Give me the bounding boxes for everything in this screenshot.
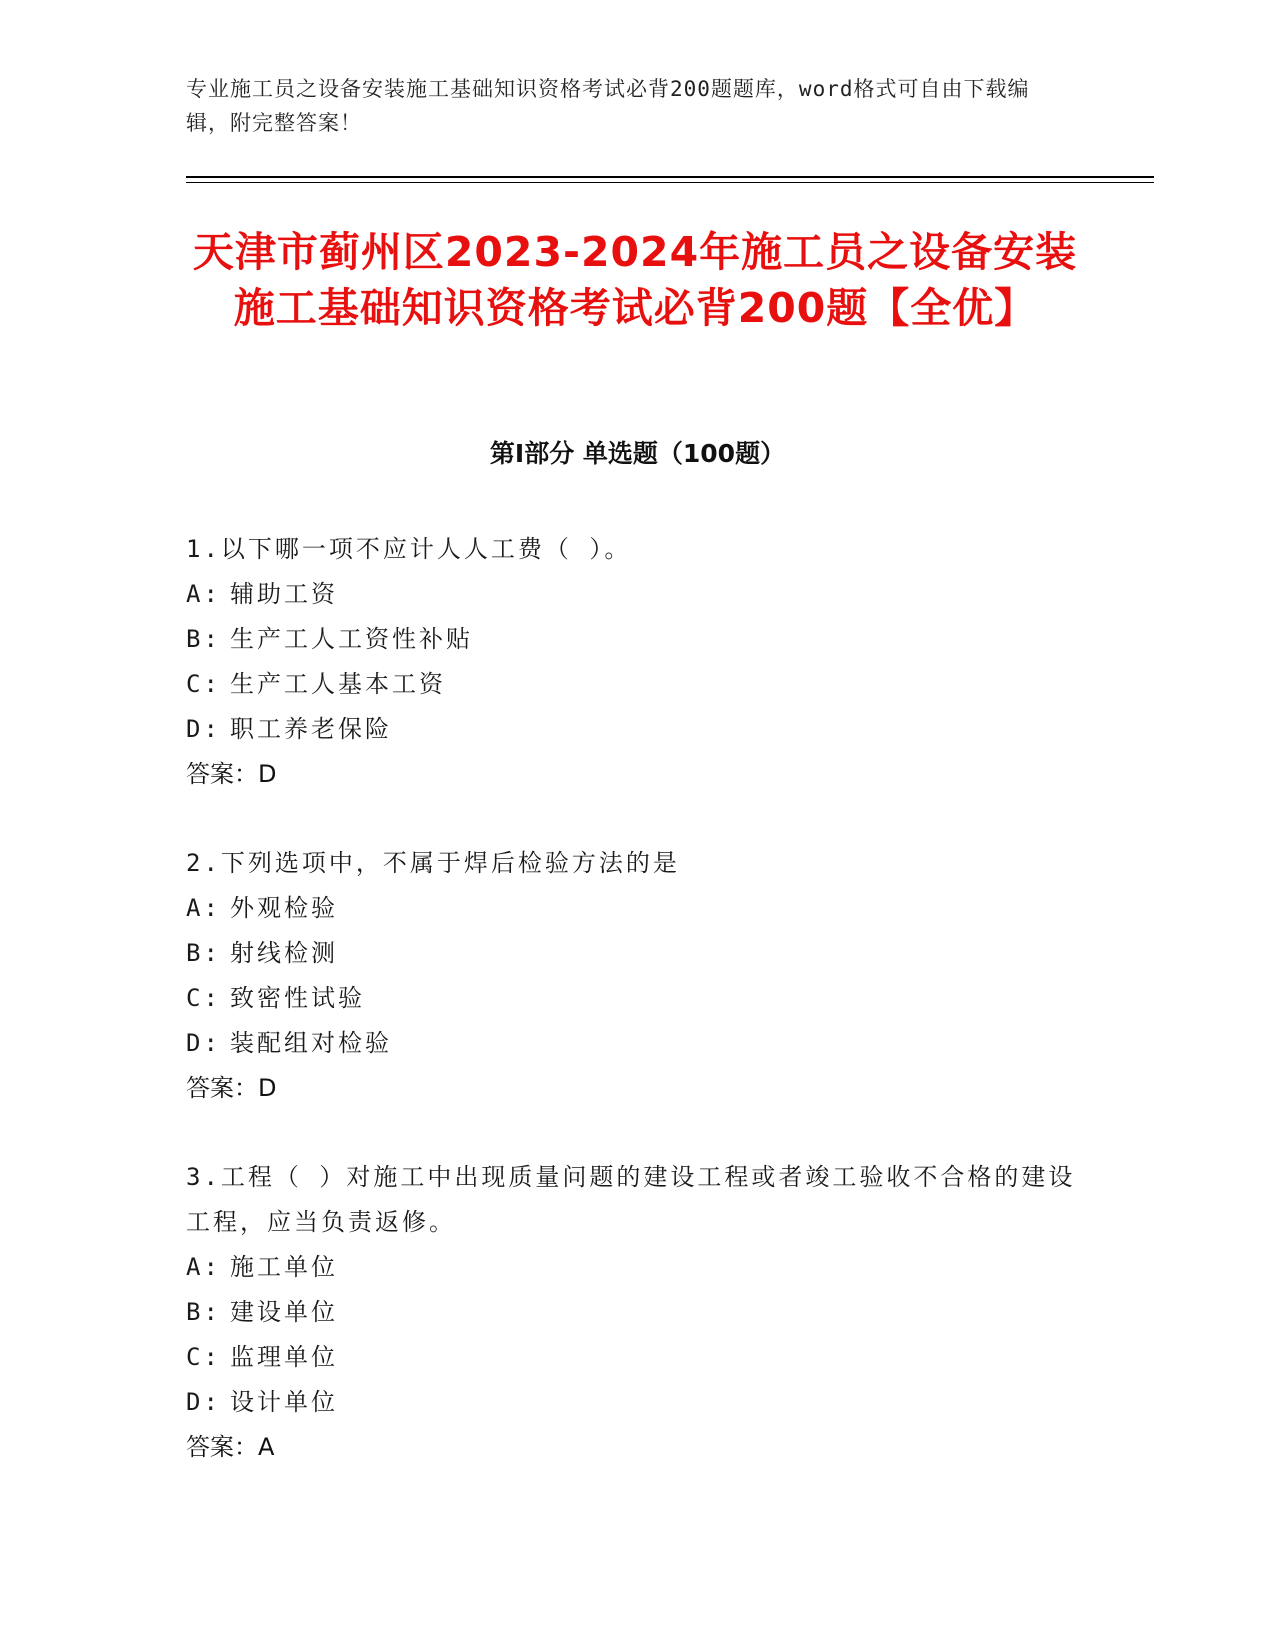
option-text: 生产工人基本工资 — [230, 670, 446, 698]
option-d — [186, 1021, 1086, 1066]
section-title: 第Ⅰ部分 单选题（100题） — [489, 439, 786, 468]
option-d — [186, 1380, 1086, 1425]
option-key: A: — [186, 580, 221, 608]
answer: 答案：D — [186, 1074, 277, 1102]
option-b — [186, 617, 1086, 662]
question-list — [186, 527, 1086, 1514]
header-divider-thin — [186, 182, 1154, 183]
answer: 答案：D — [186, 760, 277, 788]
header-note: 专业施工员之设备安装施工基础知识资格考试必背200题题库，word格式可自由下载编辑，附完整答案！ — [186, 77, 1030, 135]
option-a — [186, 886, 1086, 931]
option-text: 外观检验 — [230, 894, 338, 922]
question-2 — [186, 841, 1086, 1111]
option-key: D: — [186, 715, 221, 743]
option-key: C: — [186, 984, 221, 1012]
option-key: C: — [186, 1343, 221, 1371]
question-1 — [186, 527, 1086, 797]
option-text: 施工单位 — [230, 1253, 338, 1281]
option-key: B: — [186, 625, 221, 653]
option-a — [186, 572, 1086, 617]
option-key: D: — [186, 1029, 221, 1057]
option-text: 监理单位 — [230, 1343, 338, 1371]
option-text: 辅助工资 — [230, 580, 338, 608]
option-text: 设计单位 — [230, 1388, 338, 1416]
option-c — [186, 1335, 1086, 1380]
option-key: B: — [186, 939, 221, 967]
option-text: 职工养老保险 — [230, 715, 392, 743]
option-key: A: — [186, 894, 221, 922]
option-b — [186, 1290, 1086, 1335]
answer: 答案：A — [186, 1433, 275, 1461]
header-divider-thick — [186, 176, 1154, 178]
question-stem: 2.下列选项中，不属于焊后检验方法的是 — [186, 849, 680, 877]
option-c — [186, 662, 1086, 707]
option-key: B: — [186, 1298, 221, 1326]
document-title: 天津市蓟州区2023-2024年施工员之设备安装施工基础知识资格考试必背200题【全优】 — [192, 228, 1078, 332]
question-stem: 1.以下哪一项不应计人人工费（ ）。 — [186, 535, 632, 563]
option-d — [186, 707, 1086, 752]
option-key: A: — [186, 1253, 221, 1281]
option-text: 射线检测 — [230, 939, 338, 967]
option-c — [186, 976, 1086, 1021]
option-text: 生产工人工资性补贴 — [230, 625, 473, 653]
question-stem: 3.工程（ ）对施工中出现质量问题的建设工程或者竣工验收不合格的建设工程，应当负责返修。 — [186, 1163, 1076, 1236]
option-key: D: — [186, 1388, 221, 1416]
option-b — [186, 931, 1086, 976]
option-text: 致密性试验 — [230, 984, 365, 1012]
option-text: 装配组对检验 — [230, 1029, 392, 1057]
option-a — [186, 1245, 1086, 1290]
option-text: 建设单位 — [230, 1298, 338, 1326]
question-3 — [186, 1155, 1086, 1470]
option-key: C: — [186, 670, 221, 698]
